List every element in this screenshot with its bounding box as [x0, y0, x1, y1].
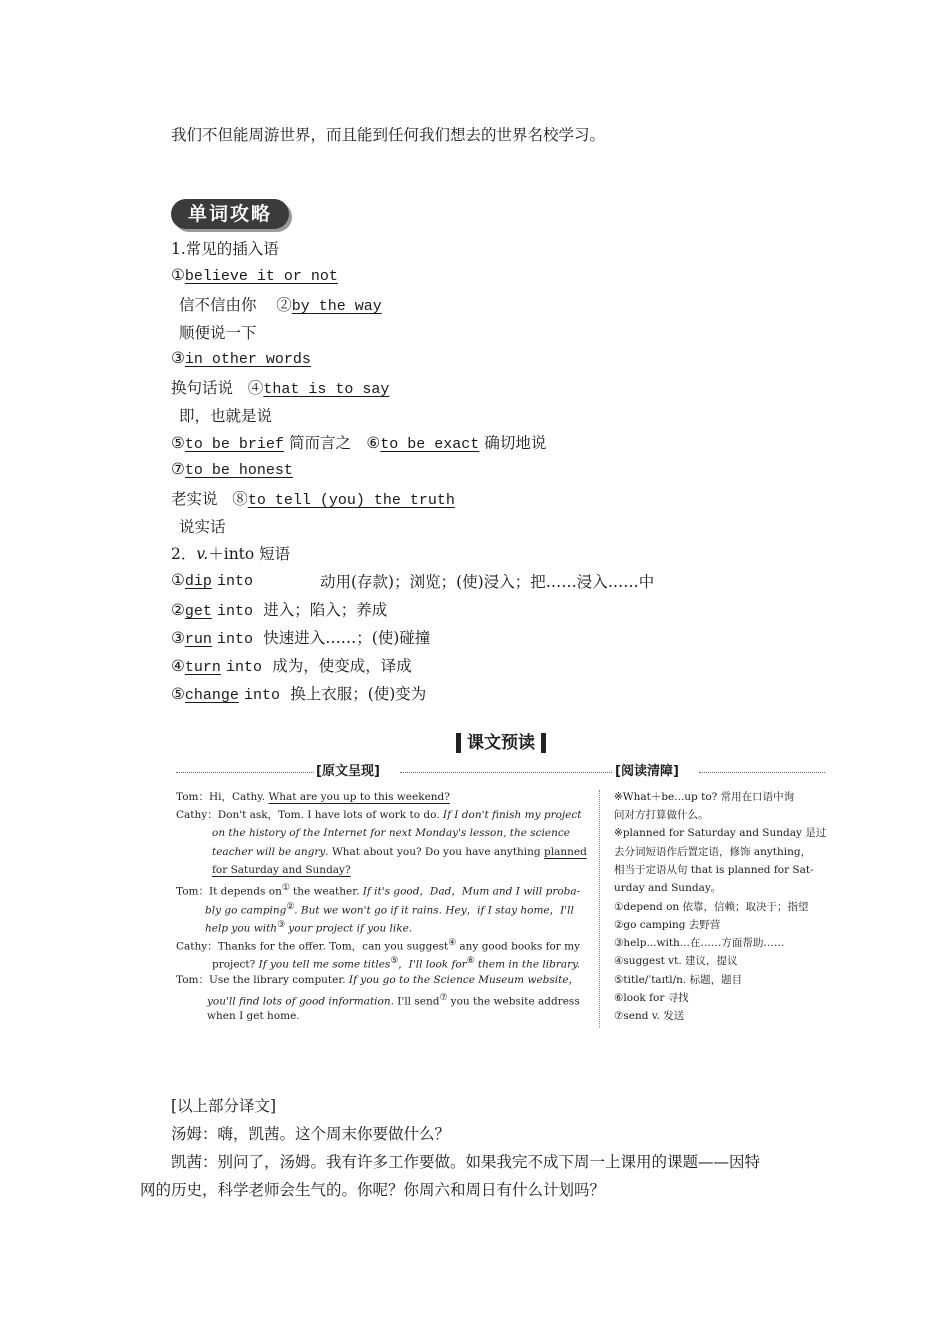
item-number: ② — [171, 601, 185, 619]
item-number: ⑤ — [171, 685, 185, 703]
translation-paragraph: 凯茜：别问了，汤姆。我有许多工作要做。如果我完不成下周一上课用的课题——因特 — [171, 1153, 761, 1171]
phrase-meaning: 信不信由你 — [179, 296, 257, 314]
preposition: into — [217, 573, 254, 590]
verb-answer: get — [184, 603, 212, 620]
phrase-answer: to be honest — [184, 462, 293, 479]
intro-sentence: 我们不但能周游世界，而且能到任何我们想去的世界名校学习。 — [171, 126, 606, 144]
dialogue-line: Tom：Hi，Cathy. What are you up to this weekend? — [176, 791, 450, 803]
notes-heading: [阅读清障] — [615, 764, 679, 779]
heading-number: 2． — [171, 545, 197, 563]
verb-answer: run — [184, 631, 212, 648]
verb-phrase-item — [171, 654, 412, 676]
verb-phrase-meaning: 快速进入……；(使)碰撞 — [263, 629, 431, 647]
phrase-item — [171, 348, 311, 368]
translation-label: [以上部分译文] — [171, 1097, 277, 1115]
phrase-meaning: 即，也就是说 — [179, 407, 273, 425]
header-bar — [456, 733, 461, 753]
note-line: ※What＋be...up to? 常用在口语中询 — [614, 791, 795, 803]
heading-pos: v. — [196, 545, 209, 563]
original-text-heading: [原文呈现] — [316, 764, 380, 779]
item-number: ④ — [247, 379, 264, 397]
note-line: ⑤title/ˈtaɪtl/n. 标题，题目 — [614, 974, 743, 986]
phrase-answer: in other words — [184, 351, 311, 368]
verb-phrase-meaning: 换上衣服；(使)变为 — [290, 685, 427, 703]
vocab-heading-2 — [171, 542, 290, 564]
preposition: into — [217, 631, 254, 648]
note-line: ※planned for Saturday and Sunday 是过 — [614, 827, 827, 839]
item-number: ⑧ — [232, 490, 248, 508]
item-number: ③ — [171, 629, 185, 647]
item-number: ④ — [171, 657, 185, 675]
dialogue-line: Cathy：Don't ask，Tom. I have lots of work to do. If I don't finish my project — [176, 809, 582, 821]
verb-phrase-item — [171, 626, 430, 648]
dialogue-line: project? If you tell me some titles⑤，I'll look for⑥ them in the library. — [212, 956, 580, 971]
preposition: into — [217, 603, 254, 620]
dotted-rule — [400, 772, 612, 773]
note-line: ②go camping 去野营 — [614, 919, 721, 931]
vocab-heading-1: 1.常见的插入语 — [171, 240, 279, 258]
phrase-meaning: 顺便说一下 — [179, 324, 257, 342]
note-line: ⑦send v. 发送 — [614, 1010, 685, 1022]
header-bar — [541, 733, 546, 753]
note-line: 相当于定语从句 that is planned for Sat- — [614, 864, 814, 876]
dialogue-line: help you with③ your project if you like. — [205, 920, 413, 935]
verb-phrase-meaning: 成为，使变成，译成 — [272, 657, 412, 675]
item-number: ⑦ — [171, 460, 185, 478]
dotted-rule — [699, 772, 825, 773]
phrase-item — [171, 265, 338, 285]
verb-phrase-item — [171, 682, 426, 704]
phrase-meaning: 简而言之 — [289, 434, 352, 452]
note-line: ④suggest vt. 建议，提议 — [614, 955, 738, 967]
item-number: ① — [171, 266, 185, 284]
column-divider — [599, 790, 600, 1028]
phrase-answer: to be brief — [184, 436, 284, 453]
phrase-meaning: 老实说 — [171, 490, 218, 508]
phrase-answer: to tell (you) the truth — [247, 492, 455, 509]
dialogue-line: for Saturday and Sunday? — [212, 864, 351, 876]
phrase-meaning: 说实话 — [179, 518, 226, 536]
reading-title: 课文预读 — [467, 733, 535, 753]
phrase-meaning: 确切地说 — [484, 434, 547, 452]
translation-paragraph: 汤姆：嗨，凯茜。这个周末你要做什么？ — [171, 1125, 451, 1143]
translation-paragraph: 网的历史，科学老师会生气的。你呢？你周六和周日有什么计划吗？ — [140, 1181, 606, 1199]
phrase-item — [171, 459, 293, 479]
verb-answer: change — [184, 687, 239, 704]
phrase-answer: by the way — [291, 298, 382, 315]
verb-phrase-meaning: 进入；陷入；养成 — [263, 601, 388, 619]
phrase-item — [171, 376, 389, 398]
verb-phrase-meaning: 动用(存款)；浏览；(使)浸入；把……浸入……中 — [320, 573, 655, 591]
preposition: into — [226, 659, 263, 676]
section-banner — [171, 199, 293, 233]
verb-answer: turn — [184, 659, 221, 676]
dialogue-line: bly go camping②. But we won't go if it rains. Hey，if I stay home，I'll — [205, 902, 574, 917]
phrase-item — [171, 431, 546, 453]
phrase-item — [179, 293, 382, 315]
note-line: 问对方打算做什么。 — [614, 809, 709, 821]
phrase-answer: believe it or not — [184, 268, 338, 285]
heading-text: ＋into 短语 — [208, 545, 291, 563]
item-number: ③ — [171, 349, 185, 367]
dialogue-line: Tom：It depends on① the weather. If it's good，Dad，Mum and I will proba- — [176, 883, 581, 898]
phrase-answer: to be exact — [380, 436, 480, 453]
item-number: ② — [276, 296, 292, 314]
note-line: ⑥look for 寻找 — [614, 992, 689, 1004]
note-line: urday and Sunday。 — [614, 882, 722, 894]
dialogue-line: Cathy：Thanks for the offer. Tom，can you suggest④ any good books for my — [176, 938, 581, 953]
phrase-item — [171, 487, 455, 509]
item-number: ① — [171, 571, 185, 589]
item-number: ⑥ — [366, 434, 381, 452]
dialogue-line: you'll find lots of good information. I'll send⑦ you the website address — [207, 993, 580, 1008]
item-number: ⑤ — [171, 434, 185, 452]
dotted-rule — [176, 772, 314, 773]
phrase-answer: that is to say — [263, 381, 390, 398]
section-title: 单词攻略 — [187, 203, 272, 225]
verb-answer: dip — [184, 573, 212, 590]
note-line: ①depend on 依靠，信赖；取决于；指望 — [614, 901, 809, 913]
phrase-meaning: 换句话说 — [171, 379, 234, 397]
preposition: into — [244, 687, 281, 704]
dialogue-line: Tom：Use the library computer. If you go to the Science Museum website， — [176, 974, 580, 986]
dialogue-line: when I get home. — [207, 1010, 300, 1022]
dialogue-line: teacher will be angry. What about you? Do you have anything planned — [212, 846, 587, 858]
verb-phrase-item — [171, 598, 387, 620]
verb-phrase-item — [171, 570, 253, 590]
dialogue-line: on the history of the Internet for next Monday's lesson, the science — [212, 827, 570, 839]
note-line: 去分词短语作后置定语，修饰 anything， — [614, 846, 812, 858]
reading-header — [450, 731, 552, 755]
note-line: ③help...with...在……方面帮助…… — [614, 937, 785, 949]
